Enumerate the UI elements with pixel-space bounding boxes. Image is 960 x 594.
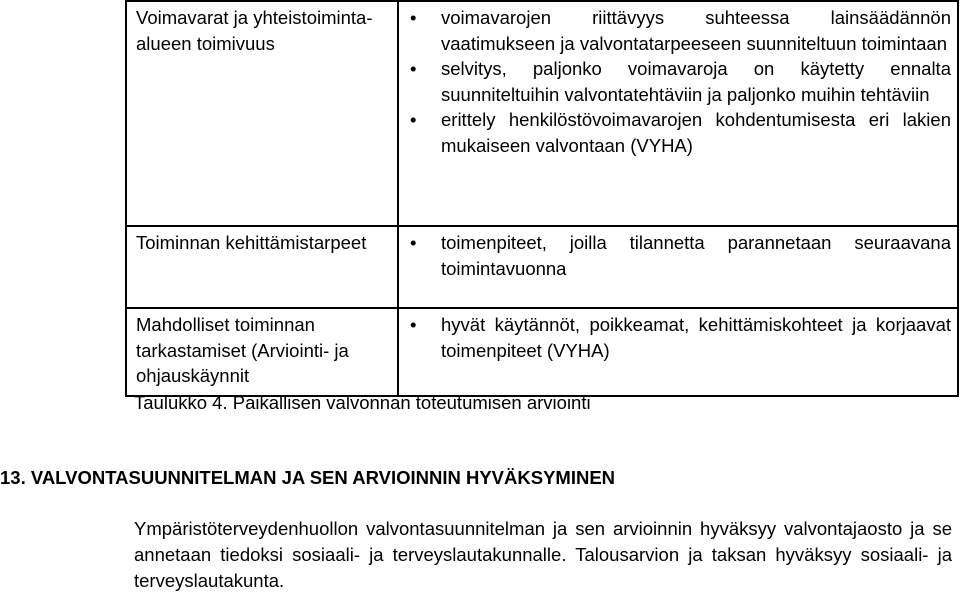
row-content: [398, 308, 958, 396]
table-row: [126, 226, 958, 308]
bullet-list: [399, 230, 957, 281]
bullet-item: • voimavarojen riittävyys suhteessa lainsäädännön vaatimukseen ja valvontatarpeeseen suunniteltuun toimintaan: [399, 5, 957, 56]
table-row: [126, 308, 958, 396]
bullet-item: • toimenpiteet, joilla tilannetta parannetaan seuraavana toimintavuonna: [399, 230, 957, 281]
bullet-item: • erittely henkilöstövoimavarojen kohdentumisesta eri lakien mukaiseen valvontaan (VYHA): [399, 107, 957, 158]
bullet-item: • hyvät käytännöt, poikkeamat, kehittämiskohteet ja korjaavat toimenpiteet (VYHA): [399, 312, 957, 363]
row-label: Mahdolliset toiminnan tarkastamiset (Arviointi- ja ohjauskäynnit: [126, 308, 398, 396]
bullet-list: [399, 5, 957, 158]
table-caption: Taulukko 4. Paikallisen valvonnan toteutumisen arviointi: [134, 392, 591, 413]
evaluation-table: [125, 0, 959, 397]
bullet-list: [399, 312, 957, 363]
row-content: [398, 226, 958, 308]
body-paragraph: Ympäristöterveydenhuollon valvontasuunnitelman ja sen arvioinnin hyväksyy valvontajaosto ja se annetaan tiedoksi sosiaali- ja terveyslautakunnalle. Talousarvion ja taksan hyväksyy sosiaali- ja terveyslautakunta.: [134, 518, 952, 591]
row-content: [398, 1, 958, 226]
bullet-item: • selvitys, paljonko voimavaroja on käytetty ennalta suunniteltuihin valvontatehtäviin ja paljonko muihin tehtäviin: [399, 56, 957, 107]
section-heading: 13. VALVONTASUUNNITELMAN JA SEN ARVIOINNIN HYVÄKSYMINEN: [0, 467, 616, 488]
row-label: Toiminnan kehittämistarpeet: [126, 226, 398, 308]
table-row: [126, 1, 958, 226]
row-label: Voimavarat ja yhteistoiminta-alueen toimivuus: [126, 1, 398, 226]
